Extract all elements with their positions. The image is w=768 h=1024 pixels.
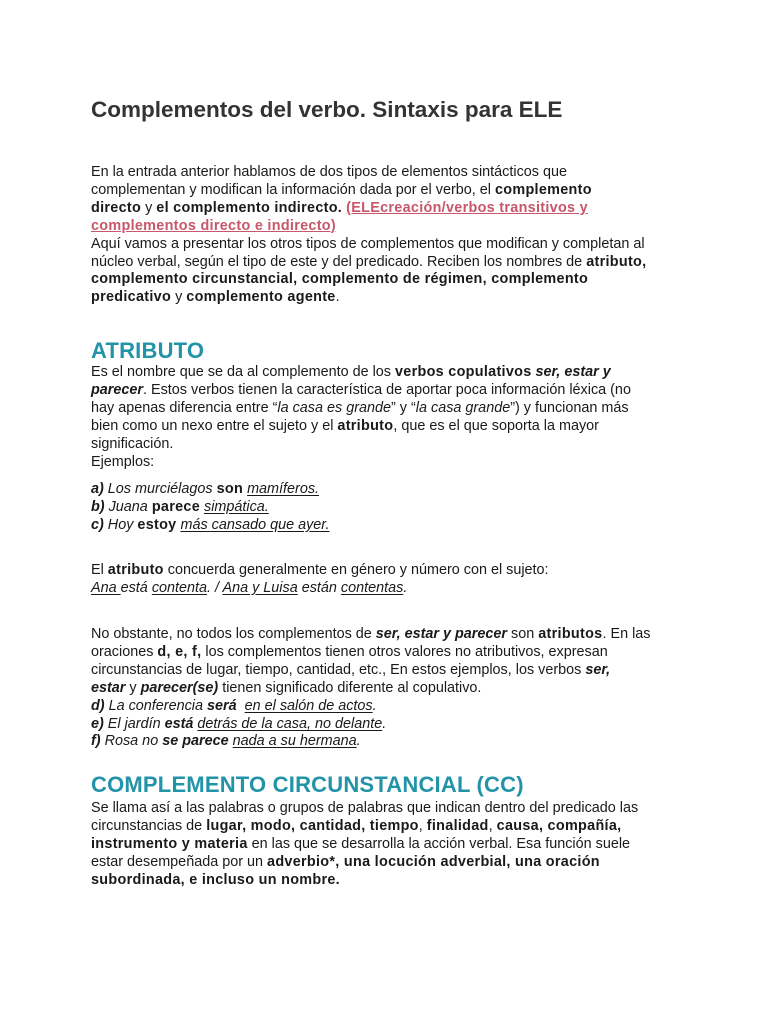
body-line xyxy=(91,836,691,854)
example-complement: en el salón de actos xyxy=(244,697,373,714)
intro-text: complementan y modifican la información dada por el verbo, el xyxy=(91,181,495,198)
example-verb: parece xyxy=(151,498,201,515)
no-obstante-paragraph xyxy=(91,626,691,751)
body-text: . En las xyxy=(602,626,651,642)
link-verbos-transitivos[interactable]: (ELEcreación/verbos transitivos y xyxy=(346,199,588,216)
body-text: No obstante, no todos los complementos de xyxy=(91,626,376,642)
term-atributo: atributo, xyxy=(586,253,647,270)
intro-line xyxy=(91,289,691,307)
term-directo: directo xyxy=(91,199,142,216)
example-subject: Ana y Luisa xyxy=(222,579,298,596)
list-item xyxy=(91,481,691,499)
body-line xyxy=(91,580,691,598)
intro-paragraph xyxy=(91,164,691,307)
example-verb: será xyxy=(207,697,237,714)
example-subject: Ana xyxy=(91,579,121,596)
example-attribute: simpática. xyxy=(204,498,269,515)
space xyxy=(237,698,245,714)
example-end: . xyxy=(372,697,377,714)
term-complemento: complemento xyxy=(494,181,592,198)
body-text: , xyxy=(418,817,427,834)
list-item xyxy=(91,698,691,716)
body-text: El xyxy=(91,562,108,578)
example-quote: la casa grande xyxy=(415,399,511,416)
body-text: . Estos verbos tienen la característica de aportar poca información léxica (no xyxy=(143,381,631,398)
example-end: . xyxy=(382,715,387,732)
example-attribute: contentas xyxy=(340,579,404,596)
body-text: , xyxy=(488,817,497,834)
intro-text: Aquí vamos a presentar los otros tipos de complementos que modifican y completan al xyxy=(91,235,645,252)
body-text: ”) y funcionan más xyxy=(510,399,629,416)
intro-line xyxy=(91,200,691,218)
body-text: tienen significado diferente al copulativo. xyxy=(218,679,482,696)
example-verb: estoy xyxy=(137,516,177,533)
example-letter: c) xyxy=(91,516,104,533)
term-atributo: atributo xyxy=(337,417,394,434)
term-parecerse: parecer(se) xyxy=(140,679,219,696)
example-letter: e) xyxy=(91,715,104,732)
list-item xyxy=(91,517,691,535)
examples-list xyxy=(91,481,691,535)
body-text: Es el nombre que se da al complemento de los xyxy=(91,364,395,380)
body-text: en las que se desarrolla la acción verbal. Esa función suele xyxy=(247,835,631,852)
term-parecer: parecer xyxy=(91,381,144,398)
body-line xyxy=(91,680,691,698)
atributo-line xyxy=(91,454,691,472)
term-estar: estar xyxy=(91,679,126,696)
body-line xyxy=(91,626,691,644)
term-complemento-agente: complemento agente xyxy=(186,289,336,306)
example-verb: son xyxy=(216,481,244,497)
example-text: La conferencia xyxy=(104,697,207,714)
intro-text: . xyxy=(335,289,340,306)
body-text: circunstancias de lugar, tiempo, cantidad, etc., En estos ejemplos, los verbos xyxy=(91,661,586,678)
body-line xyxy=(91,818,691,836)
intro-text: En la entrada anterior hablamos de dos tipos de elementos sintácticos que xyxy=(91,164,567,180)
link-complementos-directo-indirecto[interactable]: complementos directo e indirecto) xyxy=(91,217,336,234)
example-letter: d) xyxy=(91,697,105,714)
term-instrumento-materia: instrumento y materia xyxy=(91,835,248,852)
concordance-paragraph xyxy=(91,562,691,598)
body-text: y xyxy=(125,679,141,696)
example-text: Los murciélagos xyxy=(103,481,217,497)
term-complemento-indirecto: el complemento indirecto. xyxy=(156,199,343,216)
example-complement: detrás de la casa, no delante xyxy=(197,715,383,732)
list-item xyxy=(91,733,691,751)
example-letter: f) xyxy=(91,733,101,750)
term-causa-compania: causa, compañía, xyxy=(496,817,622,834)
example-verb: está xyxy=(120,579,152,596)
body-text: los complementos tienen otros valores no atributivos, expresan xyxy=(201,643,608,660)
intro-text: núcleo verbal, según el tipo de este y del predicado. Reciben los nombres de xyxy=(91,253,587,270)
heading-atributo: ATRIBUTO xyxy=(91,338,205,363)
body-text: significación. xyxy=(91,435,174,452)
body-text: Se llama así a las palabras o grupos de palabras que indican dentro del predicado las xyxy=(91,800,639,816)
example-quote: la casa es grande xyxy=(277,399,392,416)
body-line xyxy=(91,854,691,872)
body-text: oraciones xyxy=(91,643,158,660)
atributo-paragraph xyxy=(91,364,691,471)
intro-line xyxy=(91,254,691,272)
term-predicativo: predicativo xyxy=(91,289,172,306)
example-separator: . / xyxy=(207,579,223,596)
body-text: son xyxy=(507,626,539,642)
term-finalidad: finalidad xyxy=(426,817,489,834)
intro-text: y xyxy=(141,199,157,216)
body-line xyxy=(91,662,691,680)
intro-line xyxy=(91,164,691,182)
example-letter: a) xyxy=(91,481,104,497)
example-text: Hoy xyxy=(103,516,138,533)
body-text: bien como un nexo entre el sujeto y el xyxy=(91,417,338,434)
atributo-line xyxy=(91,400,691,418)
intro-line xyxy=(91,218,691,236)
atributo-line xyxy=(91,382,691,400)
term-verbos-copulativos: verbos copulativos xyxy=(394,364,532,380)
body-text: estar desempeñada por un xyxy=(91,853,268,870)
body-line xyxy=(91,562,691,580)
body-text: hay apenas diferencia entre “ xyxy=(91,399,278,416)
body-text: circunstancias de xyxy=(91,817,207,834)
atributo-line xyxy=(91,364,691,382)
example-text: Rosa no xyxy=(100,733,163,750)
example-verb: están xyxy=(297,579,341,596)
body-text: concuerda generalmente en género y número con el sujeto: xyxy=(163,562,549,578)
atributo-line xyxy=(91,418,691,436)
intro-text: y xyxy=(171,289,187,306)
page-title: Complementos del verbo. Sintaxis para ELE xyxy=(91,97,563,122)
term-ser: ser, xyxy=(585,661,611,678)
term-adverbio: adverbio*, una locución adverbial, una oración xyxy=(267,853,600,870)
list-item xyxy=(91,499,691,517)
intro-line xyxy=(91,236,691,254)
example-verb: está xyxy=(164,715,194,732)
example-end: . xyxy=(403,579,408,596)
term-def: d, e, f, xyxy=(157,643,202,660)
atributo-line xyxy=(91,436,691,454)
intro-line xyxy=(91,271,691,289)
example-verb: se parece xyxy=(162,733,229,750)
cc-paragraph xyxy=(91,800,691,890)
example-text: Juana xyxy=(104,498,152,515)
term-subordinada: subordinada, e incluso un nombre. xyxy=(91,871,340,888)
body-line xyxy=(91,872,691,890)
example-attribute: más cansado que ayer. xyxy=(180,516,330,533)
example-text: El jardín xyxy=(103,715,165,732)
body-text: , que es el que soporta la mayor xyxy=(393,417,599,434)
example-complement: nada a su hermana xyxy=(232,733,357,750)
example-end: . xyxy=(356,733,361,750)
example-attribute: mamíferos. xyxy=(247,481,320,497)
term-circunstancias: lugar, modo, cantidad, tiempo xyxy=(206,817,419,834)
example-letter: b) xyxy=(91,498,105,515)
body-text: Ejemplos: xyxy=(91,453,155,470)
list-item xyxy=(91,716,691,734)
term-ser-estar-parecer: ser, estar y parecer xyxy=(375,626,508,642)
body-text: ” y “ xyxy=(391,399,416,416)
example-attribute: contenta xyxy=(151,579,208,596)
term-list: complemento circunstancial, complemento de régimen, complemento xyxy=(91,271,589,288)
heading-complemento-circunstancial: COMPLEMENTO CIRCUNSTANCIAL (CC) xyxy=(91,772,524,797)
body-line xyxy=(91,644,691,662)
term-ser-estar: ser, estar y xyxy=(531,364,611,380)
body-line xyxy=(91,800,691,818)
term-atributos: atributos xyxy=(538,626,603,642)
intro-line xyxy=(91,182,691,200)
term-atributo: atributo xyxy=(107,562,164,578)
